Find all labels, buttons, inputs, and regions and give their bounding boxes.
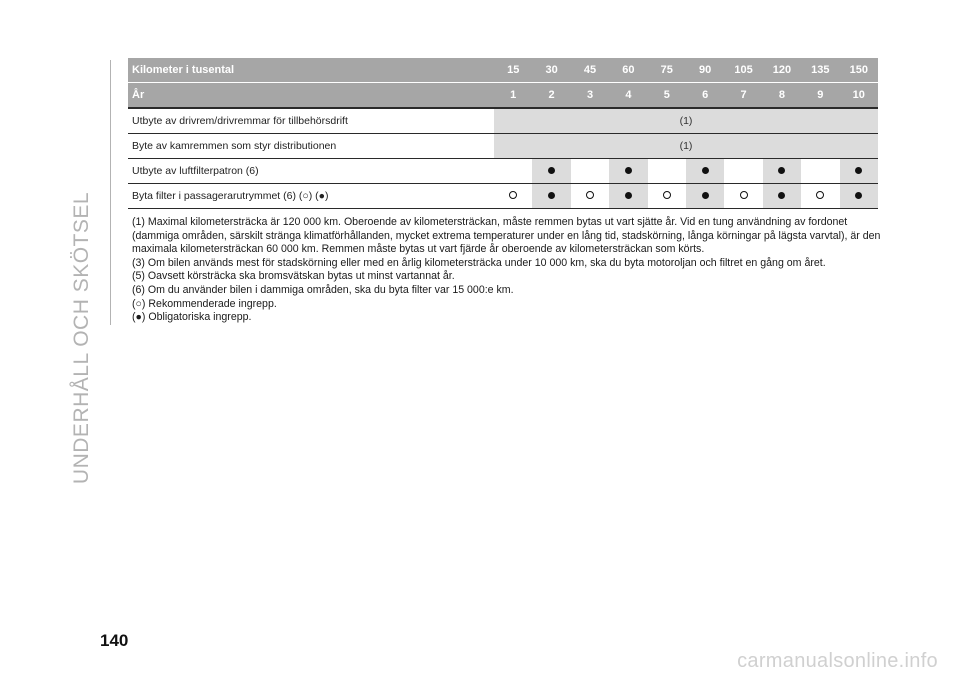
mandatory-dot-icon	[548, 167, 555, 174]
table-row	[128, 184, 878, 209]
mandatory-dot-icon	[548, 192, 555, 199]
header-year-cell: 4	[609, 83, 647, 109]
mandatory-dot-icon	[702, 167, 709, 174]
mandatory-dot-icon	[702, 192, 709, 199]
schedule-cell	[801, 159, 839, 184]
mandatory-dot-icon	[855, 192, 862, 199]
schedule-cell	[571, 184, 609, 209]
header-year-cell: 2	[532, 83, 570, 109]
schedule-cell	[609, 159, 647, 184]
row-label: Utbyte av drivrem/drivremmar för tillbehörsdrift	[128, 108, 494, 134]
footnote-legend-recommended: (○) Rekommenderade ingrepp.	[132, 297, 277, 310]
schedule-cell	[724, 184, 762, 209]
row-interval-note: (1)	[494, 108, 878, 134]
header-km-cell: 120	[763, 58, 801, 83]
footnote: (5) Oavsett körsträcka ska bromsvätskan bytas ut minst vartannat år.	[132, 270, 455, 283]
header-row-km	[128, 58, 878, 83]
header-year-cell: 3	[571, 83, 609, 109]
schedule-cell	[686, 184, 724, 209]
mandatory-dot-icon	[778, 192, 785, 199]
schedule-cell	[648, 159, 686, 184]
header-km-cell: 30	[532, 58, 570, 83]
mandatory-dot-icon	[625, 167, 632, 174]
footnote: (6) Om du använder bilen i dammiga områden, ska du byta filter var 15 000:e km.	[132, 283, 514, 296]
schedule-cell	[494, 184, 532, 209]
header-km-cell: 150	[840, 58, 878, 83]
row-label: Utbyte av luftfilterpatron (6)	[128, 159, 494, 184]
schedule-cell	[840, 159, 878, 184]
header-km-cell: 15	[494, 58, 532, 83]
schedule-cell	[686, 159, 724, 184]
page-number: 140	[100, 631, 129, 650]
mandatory-dot-icon	[855, 167, 862, 174]
schedule-cell	[801, 184, 839, 209]
header-km-cell: 75	[648, 58, 686, 83]
schedule-cell	[532, 159, 570, 184]
header-km-cell: 60	[609, 58, 647, 83]
recommended-circle-icon	[663, 191, 671, 199]
header-km-cell: 135	[801, 58, 839, 83]
header-row-year	[128, 83, 878, 109]
table-row	[128, 108, 878, 134]
footnote-legend-mandatory: (●) Obligatoriska ingrepp.	[132, 311, 252, 324]
header-year-cell: 7	[724, 83, 762, 109]
recommended-circle-icon	[509, 191, 517, 199]
header-km-cell: 45	[571, 58, 609, 83]
maintenance-schedule-table	[128, 58, 878, 209]
recommended-circle-icon	[816, 191, 824, 199]
footnotes	[132, 216, 882, 325]
section-title-vertical: UNDERHÅLL OCH SKÖTSEL	[70, 191, 93, 485]
row-label: Byta filter i passagerarutrymmet (6) (○) (●)	[128, 184, 494, 209]
header-km-cell: 90	[686, 58, 724, 83]
table-row	[128, 159, 878, 184]
watermark: carmanualsonline.info	[737, 650, 938, 672]
header-year-cell: 5	[648, 83, 686, 109]
footnote: (3) Om bilen används mest för stadskörning eller med en årlig kilometersträcka under 10 000 km, ska du byta motoroljan och filtret en gång om året.	[132, 256, 826, 269]
section-divider	[110, 60, 111, 325]
schedule-cell	[763, 159, 801, 184]
schedule-cell	[724, 159, 762, 184]
schedule-cell	[648, 184, 686, 209]
recommended-circle-icon	[740, 191, 748, 199]
header-year-cell: 8	[763, 83, 801, 109]
footnote: (1) Maximal kilometersträcka är 120 000 km. Oberoende av kilometersträckan, måste remmen bytas ut vart sjätte år. Vid en tung användning av fordonet (dammiga områden, särskilt stränga klimatförhållanden, mycket extrema temperaturer under en lång tid, stadskörning, långa körningar på lägsta varvtal), är den maximala kilometersträckan 60 000 km. Remmen måste bytas ut vart fjärde år oberoende av kilometersträckan som körts.	[132, 216, 881, 256]
header-km-cell: 105	[724, 58, 762, 83]
schedule-cell	[763, 184, 801, 209]
row-label: Byte av kamremmen som styr distributionen	[128, 134, 494, 159]
header-year-cell: 9	[801, 83, 839, 109]
row-interval-note: (1)	[494, 134, 878, 159]
mandatory-dot-icon	[778, 167, 785, 174]
header-year-cell: 10	[840, 83, 878, 109]
header-km-label: Kilometer i tusental	[128, 58, 494, 83]
schedule-cell	[532, 184, 570, 209]
recommended-circle-icon	[586, 191, 594, 199]
header-year-cell: 6	[686, 83, 724, 109]
schedule-cell	[571, 159, 609, 184]
header-year-cell: 1	[494, 83, 532, 109]
schedule-cell	[840, 184, 878, 209]
header-year-label: År	[128, 83, 494, 109]
table-row	[128, 134, 878, 159]
mandatory-dot-icon	[625, 192, 632, 199]
schedule-cell	[494, 159, 532, 184]
schedule-cell	[609, 184, 647, 209]
